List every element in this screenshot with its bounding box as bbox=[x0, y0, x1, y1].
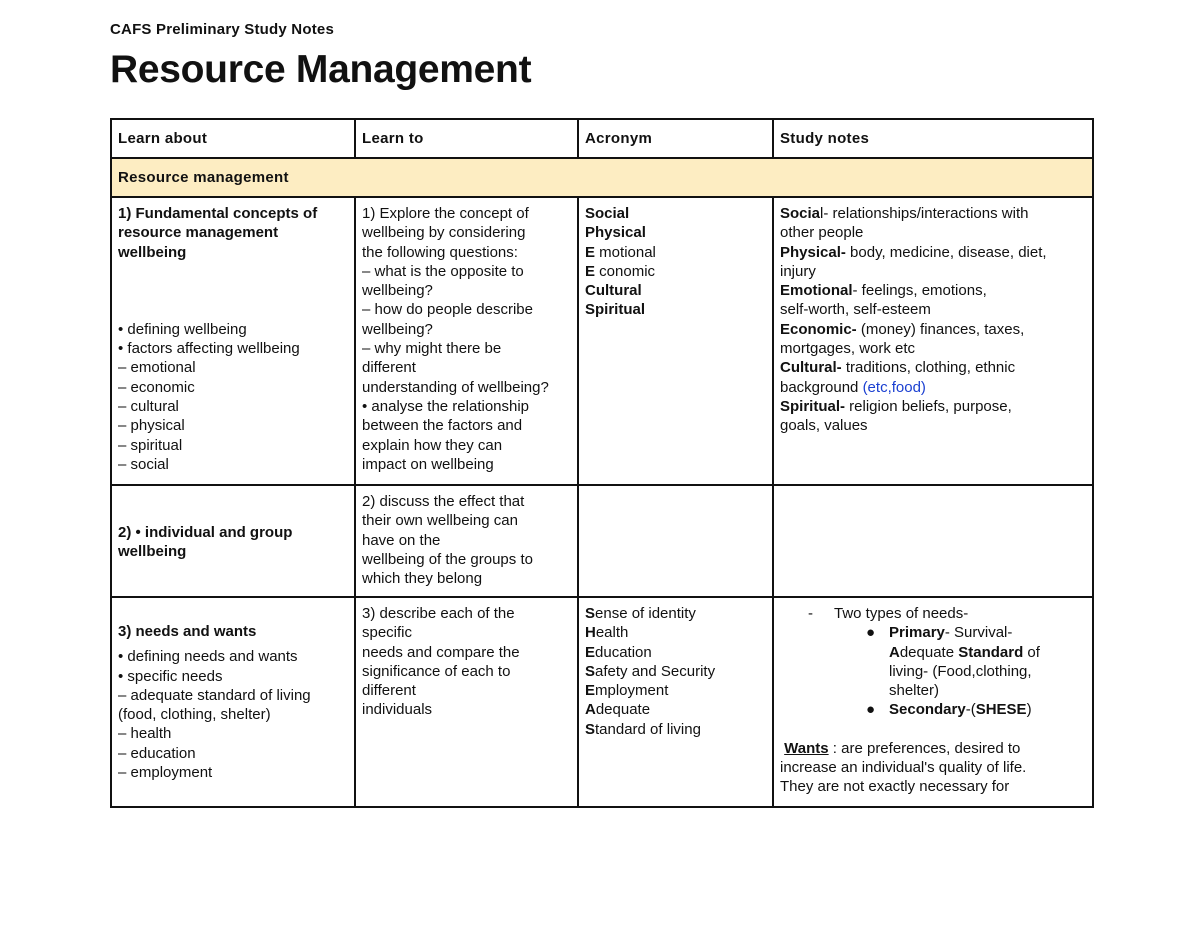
acronym-letter: S bbox=[585, 605, 596, 622]
table-row bbox=[111, 485, 1093, 597]
acronym-letter: A bbox=[585, 701, 596, 719]
text-line: • analyse the relationship bbox=[362, 397, 530, 415]
note-text: body, medicine, disease, diet, bbox=[850, 243, 1047, 261]
text-line: – what is the opposite to bbox=[362, 262, 524, 280]
text-line: have on the bbox=[362, 531, 441, 549]
text-line: which they belong bbox=[362, 570, 483, 588]
primary-term-b: Standard bbox=[958, 643, 1024, 661]
row3-learn-about-cell bbox=[111, 597, 355, 807]
acronym-line bbox=[585, 643, 766, 662]
note-text: l- relationships/interactions with bbox=[820, 205, 1029, 222]
row2-acronym-cell bbox=[578, 485, 773, 597]
text-line: 2) discuss the effect that bbox=[362, 493, 525, 510]
acronym-rest: ducation bbox=[595, 643, 652, 661]
note-line bbox=[780, 281, 1086, 300]
acronym-line bbox=[585, 243, 766, 262]
text-line: wellbeing? bbox=[362, 282, 433, 300]
list-item: – employment bbox=[118, 764, 213, 782]
acronym-line bbox=[585, 700, 766, 719]
acronym-letter: Physical bbox=[585, 224, 646, 242]
text-line: – how do people describe bbox=[362, 301, 533, 319]
note-line bbox=[780, 204, 1086, 223]
text-line: understanding of wellbeing? bbox=[362, 378, 549, 396]
text-line: different bbox=[362, 359, 416, 377]
note-line bbox=[780, 300, 1086, 319]
list-item: – social bbox=[118, 455, 169, 473]
document-header: CAFS Preliminary Study Notes bbox=[110, 21, 334, 38]
acronym-line bbox=[585, 281, 766, 300]
acronym-line bbox=[585, 681, 766, 700]
needs-dash-item bbox=[780, 604, 1086, 623]
acronym-letter: S bbox=[585, 720, 596, 738]
row2-heading-line: 2) • individual and group bbox=[118, 523, 293, 541]
row2-learn-about-cell bbox=[111, 485, 355, 597]
acronym-line bbox=[585, 223, 766, 242]
row1-heading-line: wellbeing bbox=[118, 243, 187, 261]
note-text: traditions, clothing, ethnic bbox=[841, 359, 1016, 377]
acronym-line bbox=[585, 604, 766, 623]
wants-text: : are preferences, desired to bbox=[828, 739, 1021, 757]
acronym-rest: dequate bbox=[595, 701, 651, 719]
secondary-term: Secondary bbox=[889, 701, 966, 719]
acronym-rest: conomic bbox=[595, 262, 656, 280]
column-header-learn-about: Learn about bbox=[111, 119, 355, 158]
table-header-row bbox=[111, 119, 1093, 158]
acronym-letter: E bbox=[585, 243, 596, 261]
list-item: – economic bbox=[118, 378, 195, 396]
acronym-letter: E bbox=[585, 643, 596, 661]
primary-text-a: dequate bbox=[899, 643, 959, 661]
acronym-letter: Spiritual bbox=[585, 301, 646, 319]
wants-line bbox=[780, 739, 1086, 758]
note-term: Cultural- bbox=[780, 359, 842, 377]
note-line bbox=[780, 378, 1086, 397]
note-line bbox=[780, 320, 1086, 339]
column-header-learn-to: Learn to bbox=[355, 119, 578, 158]
primary-line: shelter) bbox=[889, 682, 940, 700]
text-line: the following questions: bbox=[362, 243, 518, 261]
row3-acronym-cell bbox=[578, 597, 773, 807]
row3-heading: 3) needs and wants bbox=[118, 623, 257, 640]
note-line bbox=[780, 416, 1086, 435]
row2-study-notes-cell bbox=[773, 485, 1093, 597]
note-term: Emotional bbox=[780, 282, 853, 300]
row2-heading-line: wellbeing bbox=[118, 543, 187, 560]
acronym-rest: afety and Security bbox=[595, 662, 716, 680]
spacer bbox=[118, 262, 348, 320]
note-line bbox=[780, 397, 1086, 416]
list-item: – physical bbox=[118, 417, 185, 435]
note-text: goals, values bbox=[780, 417, 868, 435]
row1-heading-line: 1) Fundamental concepts of bbox=[118, 205, 318, 222]
acronym-line bbox=[585, 262, 766, 281]
acronym-rest: ealth bbox=[595, 624, 629, 642]
note-line bbox=[780, 262, 1086, 281]
secondary-text-a: -( bbox=[965, 701, 976, 719]
list-item: – spiritual bbox=[118, 436, 183, 454]
text-line: 1) Explore the concept of bbox=[362, 205, 529, 222]
note-line bbox=[780, 339, 1086, 358]
column-header-acronym: Acronym bbox=[578, 119, 773, 158]
row1-heading-line: resource management bbox=[118, 224, 279, 242]
acronym-letter: E bbox=[585, 682, 596, 700]
acronym-letter: S bbox=[585, 662, 596, 680]
acronym-line bbox=[585, 662, 766, 681]
primary-text-b: of bbox=[1023, 643, 1040, 661]
list-item: – health bbox=[118, 725, 172, 743]
row1-learn-to-cell bbox=[355, 197, 578, 485]
list-item: – education bbox=[118, 744, 196, 762]
wants-line: increase an individual's quality of life. bbox=[780, 759, 1027, 777]
table-row bbox=[111, 597, 1093, 807]
acronym-line bbox=[585, 204, 766, 223]
acronym-rest: ense of identity bbox=[595, 605, 696, 622]
note-text: self-worth, self-esteem bbox=[780, 301, 931, 319]
text-line: individuals bbox=[362, 701, 433, 719]
note-text: mortgages, work etc bbox=[780, 340, 916, 358]
acronym-letter: E bbox=[585, 262, 596, 280]
acronym-rest: motional bbox=[595, 243, 656, 261]
bullet-marker: ● bbox=[866, 701, 876, 719]
wants-label: Wants bbox=[784, 739, 829, 757]
acronym-letter: H bbox=[585, 624, 596, 642]
row3-learn-to-cell bbox=[355, 597, 578, 807]
acronym-line bbox=[585, 720, 766, 739]
text-line: explain how they can bbox=[362, 436, 503, 454]
text-line: different bbox=[362, 682, 416, 700]
text-line: wellbeing by considering bbox=[362, 224, 526, 242]
row1-study-notes-cell bbox=[773, 197, 1093, 485]
note-term: Economic- bbox=[780, 320, 857, 338]
note-text: religion beliefs, purpose, bbox=[849, 397, 1012, 415]
secondary-acronym: SHESE bbox=[975, 701, 1027, 719]
note-line bbox=[780, 223, 1086, 242]
list-item: • defining wellbeing bbox=[118, 320, 247, 338]
text-line: between the factors and bbox=[362, 417, 523, 435]
acronym-letter: Social bbox=[585, 205, 630, 222]
primary-line: living- (Food,clothing, bbox=[889, 662, 1032, 680]
text-line: needs and compare the bbox=[362, 643, 520, 661]
note-text: (money) finances, taxes, bbox=[856, 320, 1025, 338]
acronym-line bbox=[585, 300, 766, 319]
note-text: other people bbox=[780, 224, 864, 242]
text-line: wellbeing of the groups to bbox=[362, 550, 533, 568]
primary-text: - Survival- bbox=[944, 624, 1013, 642]
text-line: specific bbox=[362, 624, 413, 642]
acronym-rest: mployment bbox=[595, 682, 669, 700]
row2-learn-to-cell bbox=[355, 485, 578, 597]
primary-bullet bbox=[780, 623, 1086, 642]
note-term: Physical- bbox=[780, 243, 851, 261]
text-line: impact on wellbeing bbox=[362, 455, 494, 473]
text-line: wellbeing? bbox=[362, 320, 433, 338]
note-text: - feelings, emotions, bbox=[852, 282, 987, 300]
note-term: Socia bbox=[780, 205, 821, 222]
row1-acronym-cell bbox=[578, 197, 773, 485]
primary-term-a: A bbox=[889, 643, 900, 661]
secondary-text-b: ) bbox=[1026, 701, 1032, 719]
text-line: their own wellbeing can bbox=[362, 512, 518, 530]
spacer bbox=[118, 604, 348, 622]
text-line: significance of each to bbox=[362, 662, 511, 680]
note-text: background bbox=[780, 378, 863, 396]
note-term: Spiritual- bbox=[780, 397, 850, 415]
note-line bbox=[780, 243, 1086, 262]
secondary-bullet bbox=[780, 700, 1086, 719]
column-header-study-notes: Study notes bbox=[773, 119, 1093, 158]
primary-line bbox=[780, 643, 1086, 662]
list-item: – cultural bbox=[118, 398, 179, 416]
list-item: • factors affecting wellbeing bbox=[118, 340, 300, 358]
needs-heading: Two types of needs- bbox=[834, 605, 969, 622]
acronym-rest: tandard of living bbox=[595, 720, 701, 738]
wants-line: They are not exactly necessary for bbox=[780, 778, 1010, 796]
list-item: (food, clothing, shelter) bbox=[118, 706, 271, 724]
acronym-letter: Cultural bbox=[585, 282, 642, 300]
section-title: Resource management bbox=[111, 158, 1093, 197]
table-row bbox=[111, 197, 1093, 485]
text-line: – why might there be bbox=[362, 340, 502, 358]
food-link[interactable]: (etc,food) bbox=[862, 378, 926, 396]
study-notes-table bbox=[110, 118, 1094, 808]
note-text: injury bbox=[780, 262, 816, 280]
page-title: Resource Management bbox=[110, 48, 532, 91]
row3-study-notes-cell bbox=[773, 597, 1093, 807]
list-item: – emotional bbox=[118, 359, 196, 377]
list-item: – adequate standard of living bbox=[118, 686, 311, 704]
list-item: • defining needs and wants bbox=[118, 648, 298, 666]
text-line: 3) describe each of the bbox=[362, 605, 515, 622]
list-item: • specific needs bbox=[118, 667, 223, 685]
acronym-line bbox=[585, 623, 766, 642]
bullet-marker: ● bbox=[866, 624, 876, 642]
note-line bbox=[780, 358, 1086, 377]
row1-learn-about-cell bbox=[111, 197, 355, 485]
primary-term: Primary bbox=[889, 624, 945, 642]
section-row bbox=[111, 158, 1093, 197]
dash-marker: - bbox=[808, 605, 813, 622]
